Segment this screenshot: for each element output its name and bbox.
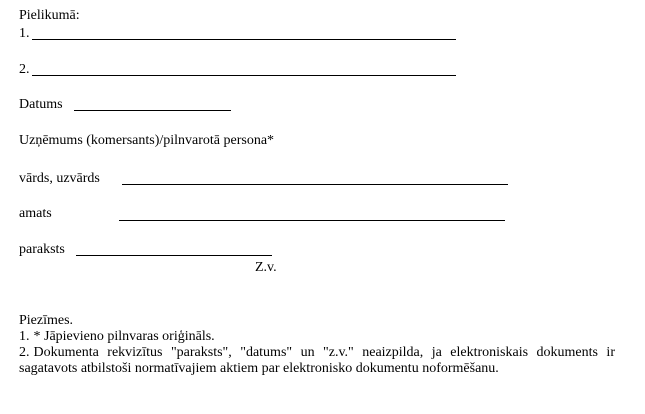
date-label: Datums [19, 97, 63, 112]
attachments-heading: Pielikumā: [19, 8, 80, 23]
note-item-1 [19, 329, 615, 345]
signature-line[interactable] [76, 255, 272, 256]
note-text-1: * Jāpievieno pilnvaras oriģināls. [33, 329, 215, 344]
note-item-2 [19, 345, 615, 377]
notes-heading: Piezīmes. [19, 313, 74, 328]
entity-heading: Uzņēmums (komersants)/pilnvarotā persona* [19, 133, 275, 148]
note-text-2: Dokumenta rekvizītus "paraksts", "datums" un "z.v." neaizpilda, ja elektroniskais dokuments ir sagatavots atbilstoši normatīvajiem aktiem par elektronisko dokumentu noformēšanu. [19, 345, 615, 376]
attachment-line-2[interactable] [32, 75, 456, 76]
attachment-line-1[interactable] [32, 39, 456, 40]
name-line[interactable] [122, 184, 508, 185]
name-label: vārds, uzvārds [19, 171, 100, 186]
date-line[interactable] [74, 110, 231, 111]
attachment-number-2: 2. [19, 62, 30, 77]
seal-label: Z.v. [255, 260, 277, 275]
position-line[interactable] [119, 220, 505, 221]
note-number-1: 1. [19, 329, 30, 344]
signature-label: paraksts [19, 242, 65, 257]
note-number-2: 2. [19, 345, 30, 360]
attachment-number-1: 1. [19, 26, 30, 41]
position-label: amats [19, 206, 52, 221]
